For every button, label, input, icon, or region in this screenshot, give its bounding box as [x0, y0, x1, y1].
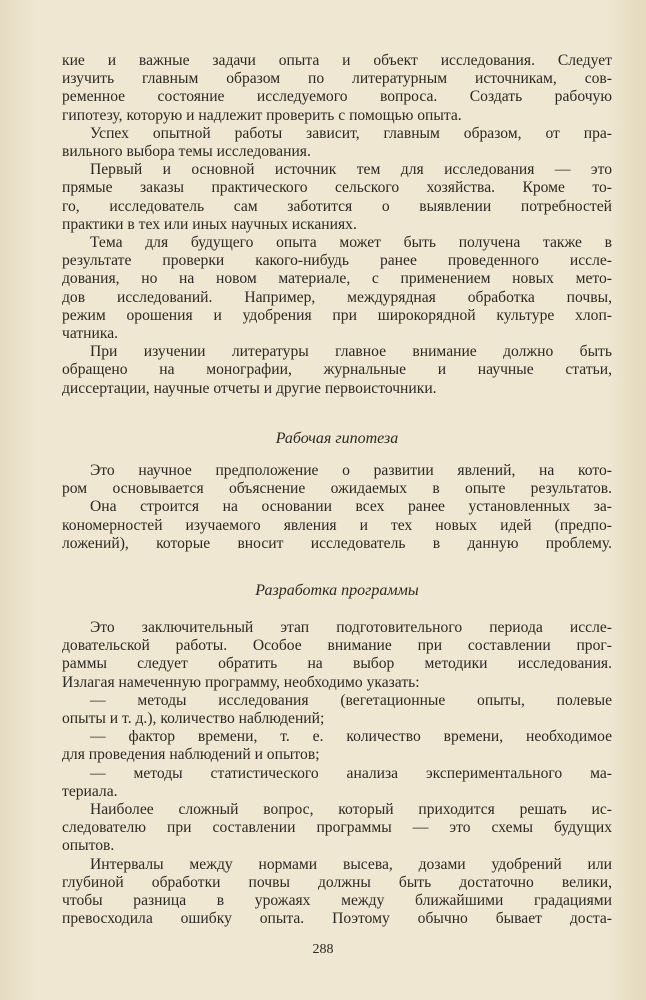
- text-line: ременное состояние исследуемого вопроса. Создать рабочую: [62, 88, 612, 106]
- text-line: превосходила ошибку опыта. Поэтому обычно бывает доста-: [62, 910, 612, 928]
- text-line: довательской работы. Особое внимание при составлении прог-: [62, 637, 612, 655]
- section-heading: Разработка программы: [255, 582, 419, 599]
- text-line: чтобы разница в урожаях между ближайшими градациями: [62, 892, 612, 910]
- text-line: практики в тех или иных научных исканиях.: [62, 215, 357, 233]
- text-line: вильного выбора темы исследования.: [62, 143, 311, 161]
- text-line: диссертации, научные отчеты и другие первоисточники.: [62, 379, 437, 397]
- section-hypothesis-text: [62, 462, 612, 553]
- text-line: Тема для будущего опыта может быть получена также в: [90, 234, 612, 252]
- text-line: режим орошения и удобрения при широкорядной культуре хлоп-: [62, 306, 612, 324]
- text-line: го, исследователь сам заботится о выявлении потребностей: [62, 197, 612, 215]
- text-line: ром основывается объяснение ожидаемых в опыте результатов.: [62, 480, 612, 498]
- text-line: Она строится на основании всех ранее установленных за-: [90, 498, 612, 516]
- text-line: следователю при составлении программы — это схемы будущих: [62, 819, 612, 837]
- text-line: глубиной обработки почвы должны быть достаточно велики,: [62, 873, 612, 891]
- text-line: дования, но на новом материале, с применением новых мето-: [62, 270, 612, 288]
- text-line: раммы следует обратить на выбор методики исследования.: [62, 655, 612, 673]
- text-line: прямые заказы практического сельского хозяйства. Кроме то-: [62, 179, 612, 197]
- text-line: кономерностей изучаемого явления и тех новых идей (предпо-: [62, 516, 612, 534]
- section-intro-text: [62, 52, 612, 398]
- text-line: териала.: [62, 782, 118, 800]
- section-program-text: [62, 619, 612, 928]
- text-line: дов исследований. Например, междурядная обработка почвы,: [62, 288, 612, 306]
- text-line: гипотезу, которую и надлежит проверить с помощью опыта.: [62, 106, 462, 124]
- section-heading: Рабочая гипотеза: [275, 430, 399, 447]
- text-line: — методы статистического анализа экспериментального ма-: [90, 764, 612, 782]
- text-line: Это научное предположение о развитии явлений, на кото-: [90, 462, 612, 479]
- text-line: опытов.: [62, 837, 115, 855]
- text-line: обращено на монографии, журнальные и научные статьи,: [62, 361, 612, 379]
- text-line: Успех опытной работы зависит, главным образом, от пра-: [90, 124, 612, 142]
- text-line: ложений), которые вносит исследователь в данную проблему.: [62, 534, 612, 552]
- text-line: — фактор времени, т. е. количество времени, необходимое: [90, 728, 612, 746]
- text-line: чатника.: [62, 325, 119, 343]
- text-line: — методы исследования (вегетационные опыты, полевые: [90, 691, 612, 709]
- text-line: Это заключительный этап подготовительного периода иссле-: [90, 619, 612, 636]
- text-line: изучить главным образом по литературным источникам, сов-: [62, 70, 612, 88]
- page-number: 288: [312, 942, 334, 957]
- text-line: При изучении литературы главное внимание должно быть: [90, 343, 612, 361]
- text-line: Излагая намеченную программу, необходимо указать:: [62, 673, 420, 691]
- text-line: Интервалы между нормами высева, дозами удобрений или: [90, 855, 612, 873]
- text-line: кие и важные задачи опыта и объект исследования. Следует: [62, 52, 612, 69]
- text-line: результате проверки какого-нибудь ранее проведенного иссле-: [62, 252, 612, 270]
- text-line: Первый и основной источник тем для исследования — это: [90, 161, 612, 179]
- text-line: Наиболее сложный вопрос, который приходится решать ис-: [90, 801, 612, 819]
- text-line: опыты и т. д.), количество наблюдений;: [62, 710, 325, 728]
- text-line: для проведения наблюдений и опытов;: [62, 746, 320, 764]
